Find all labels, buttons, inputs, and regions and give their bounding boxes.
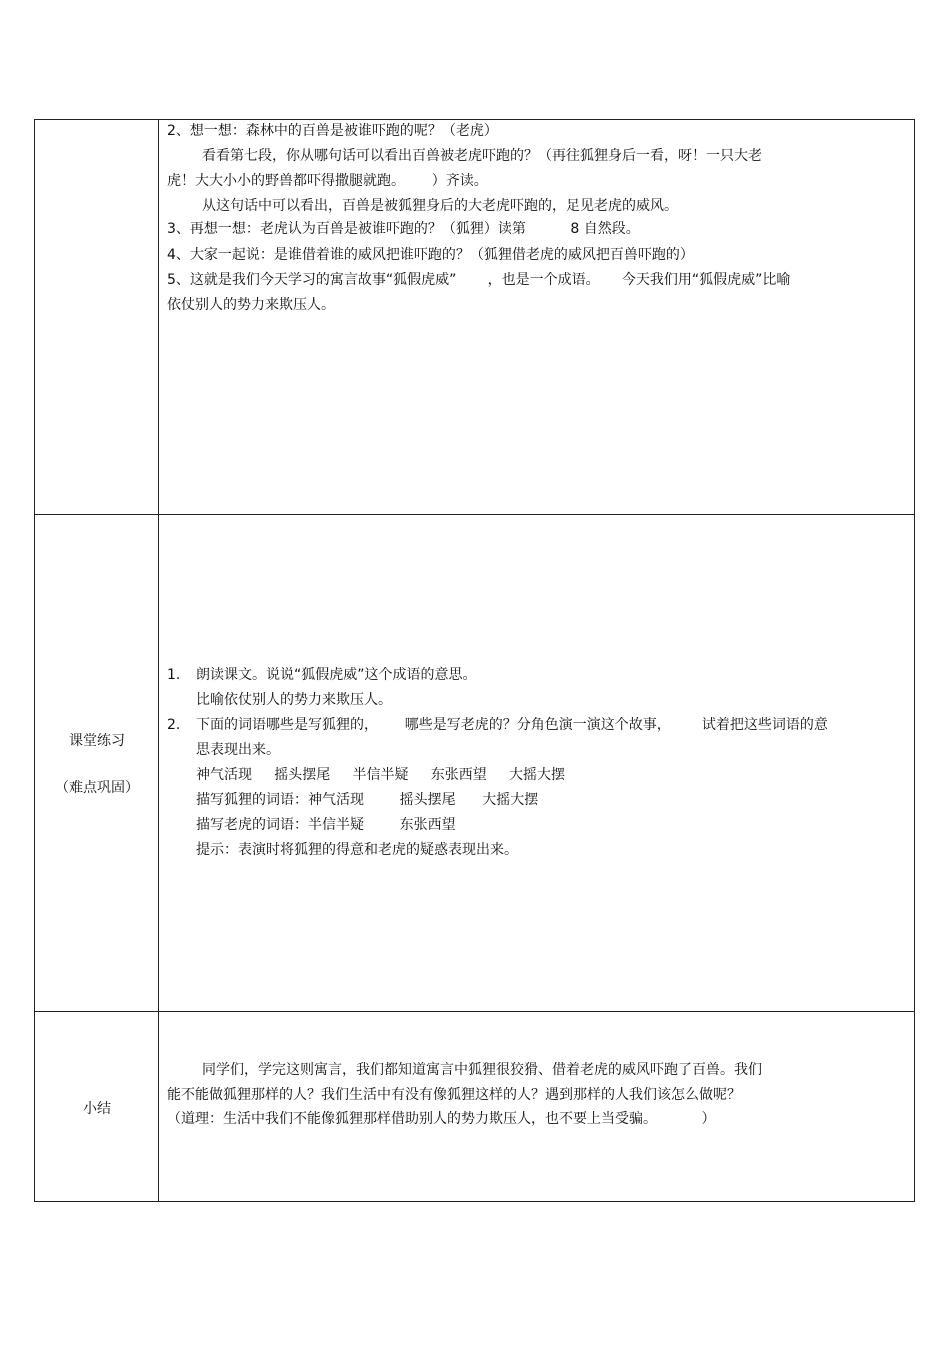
item-1-text: 朗读课文。说说“狐假虎威”这个成语的意思。 (196, 667, 477, 683)
item-2-text-cont: 思表现出来。 (196, 742, 280, 758)
question-4: 4、大家一起说：是谁借着谁的威风把谁吓跑的？（狐狸借老虎的威风把百兽吓跑的） (167, 247, 694, 263)
table-row-summary (35, 1012, 914, 1202)
item-5: 5、这就是我们今天学习的寓言故事“狐假虎威” ，也是一个成语。 今天我们用“狐假虎威”比喻 (167, 272, 791, 288)
summary-label: 小结 (83, 1101, 111, 1117)
lesson-table (34, 119, 915, 1202)
row-label-cell (35, 120, 159, 514)
item-2-number: 2. (167, 717, 181, 733)
summary-line-2: 能不能做狐狸那样的人？我们生活中有没有像狐狸这样的人？遇到那样的人我们该怎么做呢？ (167, 1087, 741, 1103)
item-5-cont: 依仗别人的势力来欺压人。 (167, 297, 335, 313)
row-label-cell (35, 515, 159, 1011)
row-content-cell (159, 120, 914, 514)
fox-words: 描写狐狸的词语：神气活现 摇头摆尾 大摇大摆 (196, 792, 539, 808)
word-list: 神气活现 摇头摆尾 半信半疑 东张西望 大摇大摆 (196, 767, 566, 783)
summary-line-1: 同学们，学完这则寓言，我们都知道寓言中狐狸很狡猾、借着老虎的威风吓跑了百兽。我们 (202, 1062, 762, 1078)
question-2: 2、想一想：森林中的百兽是被谁吓跑的呢？（老虎） (167, 123, 498, 139)
practice-label: 课堂练习 (69, 733, 125, 749)
row-content-cell (159, 1012, 914, 1202)
item-1-number: 1. (167, 667, 181, 683)
hint-line: 提示：表演时将狐狸的得意和老虎的疑惑表现出来。 (196, 842, 518, 858)
table-row-practice (35, 515, 914, 1012)
question-3: 3、再想一想：老虎认为百兽是被谁吓跑的？（狐狸）读第 8 自然段。 (167, 221, 640, 237)
row-label-cell (35, 1012, 159, 1202)
item-1-answer: 比喻依仗别人的势力来欺压人。 (196, 692, 392, 708)
tiger-words: 描写老虎的词语：半信半疑 东张西望 (196, 817, 456, 833)
summary-line-3: （道理：生活中我们不能像狐狸那样借助别人的势力欺压人，也不要上当受骗。 ） (167, 1111, 716, 1127)
practice-sublabel: （难点巩固） (55, 780, 139, 796)
paragraph-7-prompt: 看看第七段，你从哪句话可以看出百兽被老虎吓跑的？（再往狐狸身后一看，呀！一只大老 (202, 148, 762, 164)
item-2-text: 下面的词语哪些是写狐狸的， 哪些是写老虎的？分角色演一演这个故事， 试着把这些词语的意 (196, 717, 828, 733)
row-content-cell (159, 515, 914, 1011)
paragraph-7-prompt-cont: 虎！大大小小的野兽都吓得撒腿就跑。 ）齐读。 (167, 173, 488, 189)
table-row-teaching-process (35, 120, 914, 515)
explanation-line: 从这句话中可以看出，百兽是被狐狸身后的大老虎吓跑的，足见老虎的威风。 (202, 198, 678, 214)
